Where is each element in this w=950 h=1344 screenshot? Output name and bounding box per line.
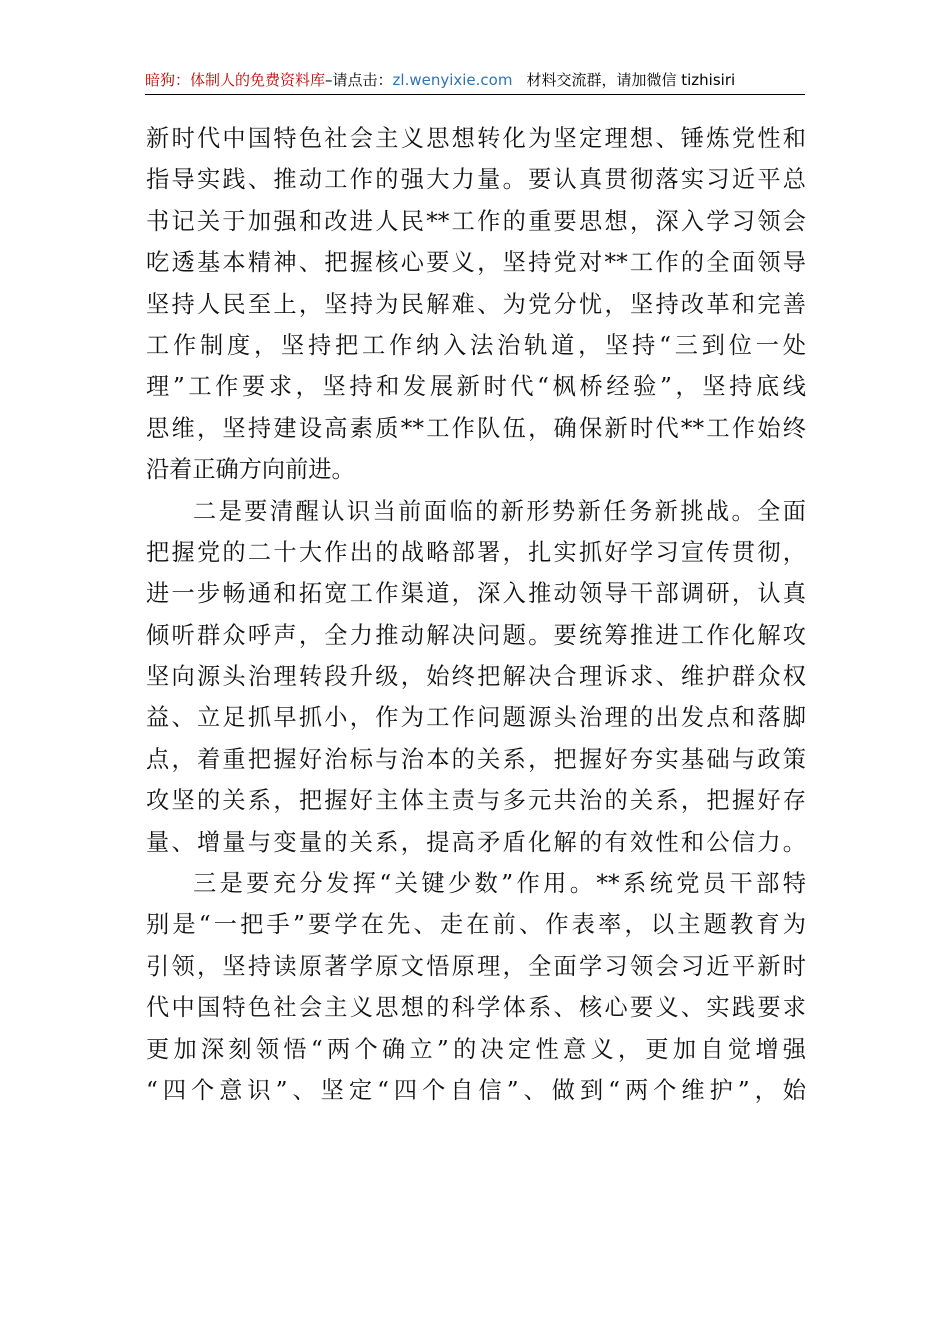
body-line: 新时代中国特色社会主义思想转化为坚定理想、锤炼党性和	[146, 125, 806, 152]
body-line: 理”工作要求，坚持和发展新时代“枫桥经验”，坚持底线	[146, 373, 806, 401]
body-line: 引领，坚持读原著学原文悟原理，全面学习领会习近平新时	[146, 952, 806, 980]
body-line: 别是“一把手”要学在先、走在前、作表率，以主题教育为	[146, 911, 806, 939]
body-line: 工作制度，坚持把工作纳入法治轨道，坚持“三到位一处	[146, 331, 806, 359]
body-line: 指导实践、推动工作的强大力量。要认真贯彻落实习近平总	[146, 166, 806, 194]
body-line: 点，着重把握好治标与治本的关系，把握好夯实基础与政策	[146, 745, 806, 773]
body-line: 量、增量与变量的关系，提高矛盾化解的有效性和公信力。	[146, 828, 806, 856]
body-line: 坚向源头治理转段升级，始终把解决合理诉求、维护群众权	[146, 663, 806, 691]
header-link-prefix: –请点击：	[325, 71, 393, 89]
body-line: 思维，坚持建设高素质**工作队伍，确保新时代**工作始终	[146, 414, 806, 442]
body-line: 攻坚的关系，把握好主体主责与多元共治的关系，把握好存	[146, 787, 806, 815]
body-line: “四个意识”、坚定“四个自信”、做到“两个维护”，始	[146, 1076, 806, 1104]
page-header	[145, 68, 805, 95]
body-line: 坚持人民至上，坚持为民解难、为党分忧，坚持改革和完善	[146, 290, 806, 318]
body-line: 进一步畅通和拓宽工作渠道，深入推动领导干部调研，认真	[146, 580, 806, 608]
header-site-name: 暗狗：体制人的免费资料库	[145, 71, 326, 89]
document-body	[146, 118, 806, 1111]
body-line: 更加深刻领悟“两个确立”的决定性意义，更加自觉增强	[146, 1035, 806, 1063]
header-link-url[interactable]: zl.wenyixie.com	[392, 71, 513, 89]
body-line: 代中国特色社会主义思想的科学体系、核心要义、实践要求	[146, 994, 806, 1022]
paragraph-start-line: 三是要充分发挥“关键少数”作用。**系统党员干部特	[193, 870, 806, 898]
body-line: 益、立足抓早抓小，作为工作问题源头治理的出发点和落脚	[146, 704, 806, 732]
body-line: 吃透基本精神、把握核心要义，坚持党对**工作的全面领导	[146, 249, 806, 277]
paragraph-start-line: 二是要清醒认识当前面临的新形势新任务新挑战。全面	[193, 497, 806, 525]
body-line: 把握党的二十大作出的战略部署，扎实抓好学习宣传贯彻，	[146, 538, 806, 566]
header-contact-info: 材料交流群，请加微信 tizhisiri	[526, 71, 736, 89]
body-line: 沿着正确方向前进。	[146, 456, 355, 484]
body-line: 倾听群众呼声，全力推动解决问题。要统筹推进工作化解攻	[146, 621, 806, 649]
body-line: 书记关于加强和改进人民**工作的重要思想，深入学习领会	[146, 207, 806, 235]
